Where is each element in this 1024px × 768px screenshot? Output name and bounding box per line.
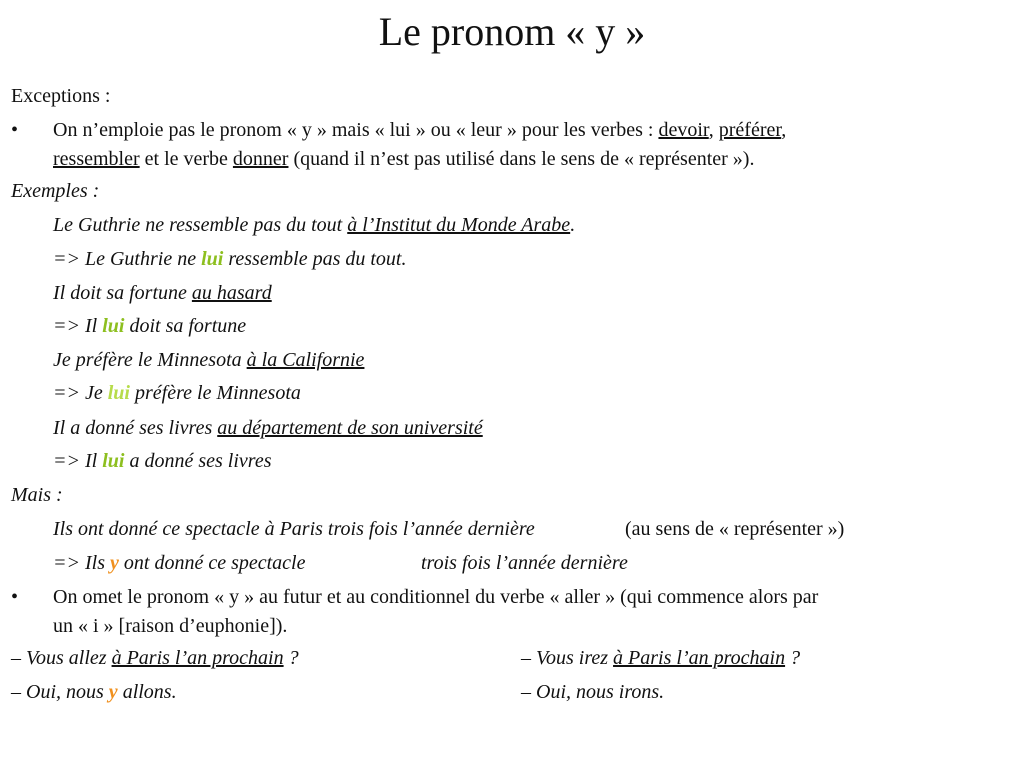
dash: – [521,647,536,669]
example-3-result [53,380,301,406]
dash: – [11,681,26,703]
example-1-result-pre: => Le Guthrie ne [53,248,202,270]
exceptions-heading: Exceptions : [11,85,111,107]
highlight-lui: lui [102,450,125,472]
highlight-y: y [108,681,118,703]
bullet1-line2 [53,146,754,172]
bullet1-text-a: On n’emploie pas le pronom « y » mais « lui » ou « leur » pour les verbes : [53,119,659,141]
example-4 [53,415,483,441]
example-4-underlined: au département de son université [217,417,483,439]
example-3-result-post: préfère le Minnesota [130,382,301,404]
bullet1-text-c: (quand il n’est pas utilisé dans le sens de « représenter »). [288,148,755,170]
example-2-result [53,313,246,339]
exemples-heading: Exemples : [11,180,100,202]
dialog-question-1 [11,645,299,671]
example-4-result-pre: => Il [53,450,103,472]
bullet1-line1 [53,117,786,143]
mais-heading: Mais : [11,484,63,506]
example-1-result-post: ressemble pas du tout. [223,248,407,270]
highlight-lui: lui [107,382,130,404]
a1-end: allons. [117,681,177,703]
example-1-end: . [570,214,576,236]
q2-underlined: à Paris l’an prochain [613,647,786,669]
example-1-result [53,246,406,272]
dash: – [521,681,536,703]
dialog-question-2 [521,645,800,671]
dash: – [11,647,26,669]
a2-text: Oui, nous irons. [536,681,665,703]
mais-example-note: (au sens de « représenter ») [625,518,845,540]
example-1-text: Le Guthrie ne ressemble pas du tout [53,214,348,236]
dialog-answer-1 [11,679,177,705]
highlight-lui: lui [201,248,224,270]
mais-example: Ils ont donné ce spectacle à Paris trois fois l’année dernière [53,518,535,540]
q2-end: ? [785,647,801,669]
example-2-underlined: au hasard [191,282,272,304]
example-3 [53,347,364,373]
bullet2-line2: un « i » [raison d’euphonie]). [53,615,288,637]
example-1-underlined: à l’Institut du Monde Arabe [347,214,571,236]
example-2-result-post: doit sa fortune [124,315,247,337]
mais-result-pre: => Ils [53,552,110,574]
bullet1-sep2: , [781,119,787,141]
mais-result-post: trois fois l’année dernière [421,552,628,574]
q1-text: Vous allez [26,647,112,669]
bullet-marker-1: • [11,119,19,141]
highlight-y: y [110,552,119,574]
example-4-result-post: a donné ses livres [124,450,272,472]
verb-ressembler: ressembler [53,148,140,170]
a1-text: Oui, nous [26,681,109,703]
verb-donner: donner [232,148,289,170]
example-2-result-pre: => Il [53,315,103,337]
example-3-result-pre: => Je [53,382,108,404]
bullet-marker-2: • [11,586,19,608]
q1-underlined: à Paris l’an prochain [111,647,284,669]
bullet2-line1: On omet le pronom « y » au futur et au conditionnel du verbe « aller » (qui commence alors par [53,586,819,608]
slide-title: Le pronom « y » [378,9,646,54]
dialog-answer-2 [521,679,664,705]
example-3-text: Je préfère le Minnesota [53,349,247,371]
example-1 [53,212,575,238]
q2-text: Vous irez [536,647,614,669]
example-3-underlined: à la Californie [246,349,365,371]
example-4-result [53,448,271,474]
highlight-lui: lui [102,315,125,337]
example-2 [53,280,272,306]
example-2-text: Il doit sa fortune [53,282,192,304]
bullet1-text-b: et le verbe [139,148,233,170]
bullet1-sep1: , [708,119,719,141]
verb-preferer: préférer [718,119,782,141]
example-4-text: Il a donné ses livres [53,417,218,439]
mais-example-result [53,550,305,576]
q1-end: ? [283,647,299,669]
verb-devoir: devoir [658,119,709,141]
mais-result-mid: ont donné ce spectacle [118,552,306,574]
